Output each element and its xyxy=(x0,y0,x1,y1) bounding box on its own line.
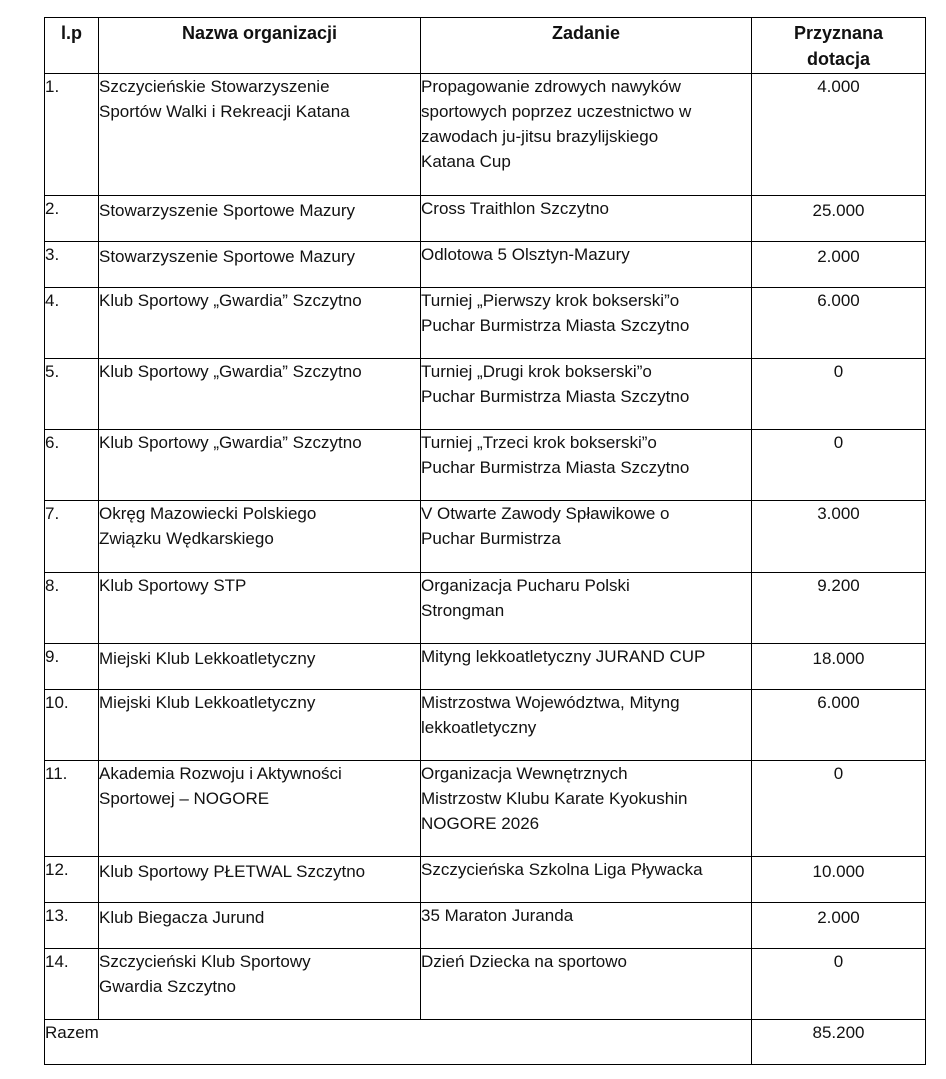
task-line: 35 Maraton Juranda xyxy=(421,906,574,925)
grant-amount: 4.000 xyxy=(752,74,926,196)
task-line: Organizacja Pucharu Polski xyxy=(421,576,630,595)
table-row xyxy=(45,242,926,288)
task-line: Puchar Burmistrza Miasta Szczytno xyxy=(421,458,690,477)
organization-cell xyxy=(99,690,421,761)
grant-amount: 25.000 xyxy=(752,196,926,242)
grant-amount: 6.000 xyxy=(752,690,926,761)
organization-line: Szczycieński Klub Sportowy xyxy=(99,952,311,971)
task-line: Odlotowa 5 Olsztyn-Mazury xyxy=(421,245,630,264)
organization-line: Klub Sportowy „Gwardia” Szczytno xyxy=(99,362,362,381)
task-line: Puchar Burmistrza Miasta Szczytno xyxy=(421,316,690,335)
organization-line: Miejski Klub Lekkoatletyczny xyxy=(99,693,316,712)
table-row xyxy=(45,690,926,761)
organization-cell xyxy=(99,903,421,949)
task-line: Cross Traithlon Szczytno xyxy=(421,199,610,218)
table-row xyxy=(45,430,926,501)
task-line: Dzień Dziecka na sportowo xyxy=(421,952,627,971)
header-lp xyxy=(45,18,99,74)
organization-cell xyxy=(99,288,421,359)
table-row xyxy=(45,288,926,359)
row-number: 14. xyxy=(45,949,99,1020)
task-cell xyxy=(421,644,752,690)
task-cell xyxy=(421,501,752,573)
organization-line: Klub Sportowy PŁETWAL Szczytno xyxy=(99,862,366,881)
organization-cell xyxy=(99,949,421,1020)
organization-line: Klub Sportowy „Gwardia” Szczytno xyxy=(99,433,362,452)
row-number: 12. xyxy=(45,857,99,903)
organization-name xyxy=(99,905,420,934)
header-row xyxy=(45,18,926,74)
grant-amount: 2.000 xyxy=(752,903,926,949)
task-cell xyxy=(421,949,752,1020)
row-number: 7. xyxy=(45,501,99,573)
organization-cell xyxy=(99,74,421,196)
organization-cell xyxy=(99,430,421,501)
header-amount xyxy=(752,18,926,74)
total-label: Razem xyxy=(45,1020,752,1065)
grant-amount: 2.000 xyxy=(752,242,926,288)
organization-line: Stowarzyszenie Sportowe Mazury xyxy=(99,201,356,220)
task-cell xyxy=(421,288,752,359)
grant-amount: 0 xyxy=(752,359,926,430)
task-cell xyxy=(421,74,752,196)
task-cell xyxy=(421,857,752,903)
grants-table xyxy=(44,17,926,1065)
organization-cell xyxy=(99,573,421,644)
header-amount-line1: Przyznana xyxy=(793,23,884,43)
row-number: 4. xyxy=(45,288,99,359)
total-amount: 85.200 xyxy=(752,1020,926,1065)
organization-line: Stowarzyszenie Sportowe Mazury xyxy=(99,247,356,266)
organization-line: Miejski Klub Lekkoatletyczny xyxy=(99,649,316,668)
organization-name xyxy=(99,690,420,719)
table-row xyxy=(45,501,926,573)
table-row xyxy=(45,74,926,196)
organization-line: Sportowej – NOGORE xyxy=(99,789,270,808)
task-line: Katana Cup xyxy=(421,152,511,171)
organization-cell xyxy=(99,196,421,242)
row-number: 8. xyxy=(45,573,99,644)
task-line: sportowych poprzez uczestnictwo w xyxy=(421,102,692,121)
task-cell xyxy=(421,761,752,857)
organization-cell xyxy=(99,761,421,857)
header-organization-label: Nazwa organizacji xyxy=(181,23,338,43)
task-cell xyxy=(421,196,752,242)
task-line: Turniej „Pierwszy krok bokserski”o xyxy=(421,291,680,310)
organization-cell xyxy=(99,644,421,690)
organization-name xyxy=(99,74,420,128)
organization-line: Sportów Walki i Rekreacji Katana xyxy=(99,102,350,121)
task-line: Mistrzostwa Województwa, Mityng xyxy=(421,693,680,712)
organization-line: Klub Biegacza Jurund xyxy=(99,908,265,927)
organization-cell xyxy=(99,242,421,288)
task-line: Mistrzostw Klubu Karate Kyokushin xyxy=(421,789,688,808)
table-row xyxy=(45,359,926,430)
organization-line: Klub Sportowy STP xyxy=(99,576,247,595)
organization-name xyxy=(99,244,420,273)
table-row xyxy=(45,573,926,644)
task-line: Mityng lekkoatletyczny JURAND CUP xyxy=(421,647,706,666)
organization-line: Okręg Mazowiecki Polskiego xyxy=(99,504,317,523)
row-number: 5. xyxy=(45,359,99,430)
task-line: V Otwarte Zawody Spławikowe o xyxy=(421,504,670,523)
organization-cell xyxy=(99,359,421,430)
row-number: 11. xyxy=(45,761,99,857)
header-amount-label xyxy=(752,18,925,72)
organization-line: Gwardia Szczytno xyxy=(99,977,236,996)
organization-line: Szczycieńskie Stowarzyszenie xyxy=(99,77,330,96)
grant-amount: 6.000 xyxy=(752,288,926,359)
task-line: Szczycieńska Szkolna Liga Pływacka xyxy=(421,860,703,879)
header-lp-label: l.p xyxy=(61,23,82,43)
task-line: Turniej „Drugi krok bokserski”o xyxy=(421,362,652,381)
table-row xyxy=(45,949,926,1020)
task-line: Strongman xyxy=(421,601,505,620)
header-amount-line2: dotacja xyxy=(806,49,871,69)
organization-line: Akademia Rozwoju i Aktywności xyxy=(99,764,342,783)
task-cell xyxy=(421,359,752,430)
task-cell xyxy=(421,430,752,501)
total-row xyxy=(45,1020,926,1065)
task-cell xyxy=(421,242,752,288)
organization-name xyxy=(99,646,420,675)
organization-name xyxy=(99,501,420,555)
task-line: zawodach ju-jitsu brazylijskiego xyxy=(421,127,659,146)
task-line: Puchar Burmistrza xyxy=(421,529,561,548)
header-task-label: Zadanie xyxy=(551,23,621,43)
organization-name xyxy=(99,859,420,888)
row-number: 2. xyxy=(45,196,99,242)
grant-amount: 0 xyxy=(752,949,926,1020)
organization-name xyxy=(99,359,420,388)
table-row xyxy=(45,196,926,242)
row-number: 10. xyxy=(45,690,99,761)
table-row xyxy=(45,644,926,690)
task-line: Organizacja Wewnętrznych xyxy=(421,764,628,783)
task-line: Puchar Burmistrza Miasta Szczytno xyxy=(421,387,690,406)
task-line: NOGORE 2026 xyxy=(421,814,540,833)
organization-name xyxy=(99,288,420,317)
grant-amount: 18.000 xyxy=(752,644,926,690)
organization-name xyxy=(99,198,420,227)
row-number: 9. xyxy=(45,644,99,690)
grant-amount: 0 xyxy=(752,430,926,501)
task-cell xyxy=(421,573,752,644)
task-cell xyxy=(421,903,752,949)
header-task xyxy=(421,18,752,74)
row-number: 1. xyxy=(45,74,99,196)
grant-amount: 0 xyxy=(752,761,926,857)
row-number: 6. xyxy=(45,430,99,501)
task-line: Turniej „Trzeci krok bokserski”o xyxy=(421,433,657,452)
row-number: 13. xyxy=(45,903,99,949)
row-number: 3. xyxy=(45,242,99,288)
organization-line: Klub Sportowy „Gwardia” Szczytno xyxy=(99,291,362,310)
organization-name xyxy=(99,430,420,459)
table-body xyxy=(45,74,926,1020)
organization-name xyxy=(99,573,420,602)
grant-amount: 10.000 xyxy=(752,857,926,903)
table-row xyxy=(45,857,926,903)
organization-cell xyxy=(99,857,421,903)
table-row xyxy=(45,903,926,949)
table-row xyxy=(45,761,926,857)
organization-name xyxy=(99,949,420,1003)
header-organization xyxy=(99,18,421,74)
task-line: Propagowanie zdrowych nawyków xyxy=(421,77,681,96)
organization-line: Związku Wędkarskiego xyxy=(99,529,274,548)
organization-name xyxy=(99,761,420,815)
organization-cell xyxy=(99,501,421,573)
task-line: lekkoatletyczny xyxy=(421,718,537,737)
grant-amount: 9.200 xyxy=(752,573,926,644)
grant-amount: 3.000 xyxy=(752,501,926,573)
task-cell xyxy=(421,690,752,761)
